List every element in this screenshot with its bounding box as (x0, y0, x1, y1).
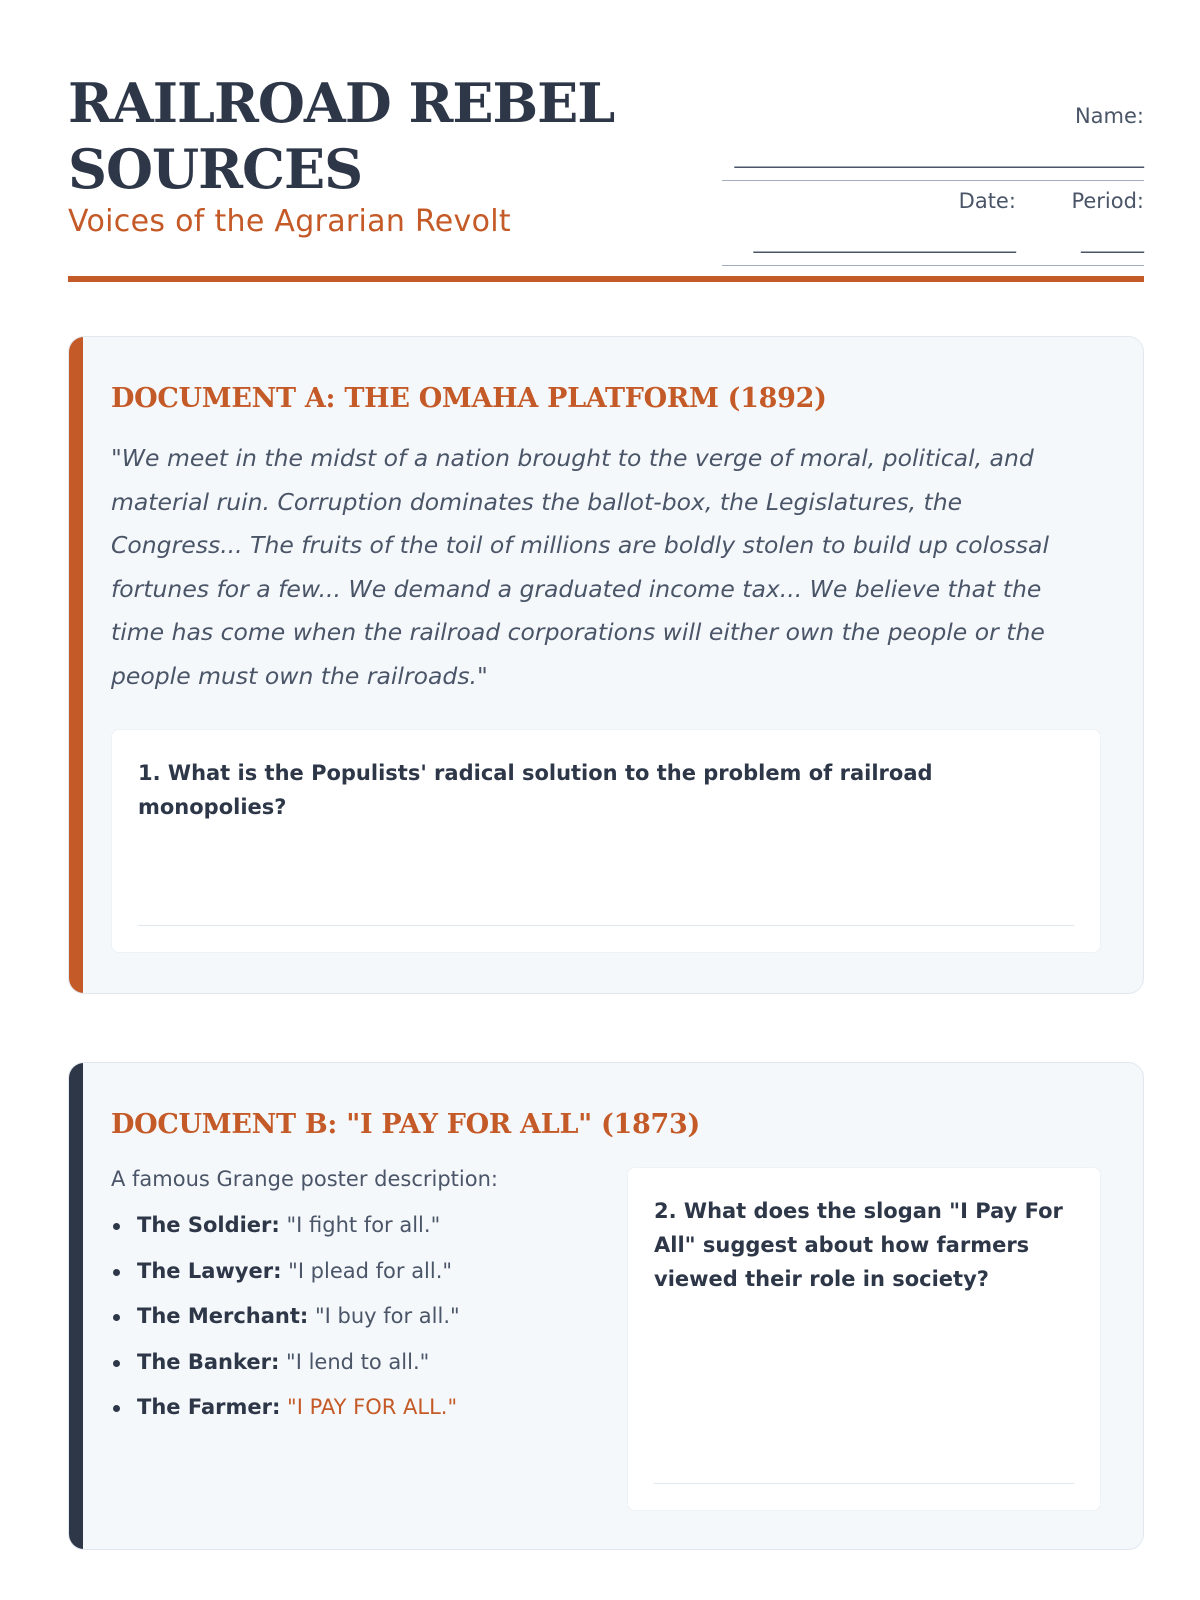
date-field[interactable]: Date: _________________________ (753, 189, 1016, 253)
worksheet-header (68, 66, 1144, 274)
list-item-role: The Soldier: (137, 1213, 280, 1237)
question-1-text: 1. What is the Populists' radical solution to the problem of railroad monopolies? (138, 761, 933, 819)
document-b-title: DOCUMENT B: "I PAY FOR ALL" (1873) (111, 1109, 700, 1140)
list-item-role: The Farmer: (137, 1395, 281, 1419)
name-field[interactable]: Name: _______________________________________ (722, 96, 1144, 181)
document-a-quote: "We meet in the midst of a nation brought to the verge of moral, political, and material ruin. Corruption dominates the ballot-box, the Legislatures, the Congress... The fruits of the toil of millions are boldly stolen to build up colossal fortunes for a few... We demand a graduated income tax... We believe that the time has come when the railroad corporations will either own the people or the people must own the railroads." (111, 444, 1049, 690)
list-item-quote: "I lend to all." (286, 1349, 430, 1374)
question-2-box (627, 1167, 1101, 1511)
list-item-quote: "I fight for all." (286, 1213, 441, 1237)
question-1-box (111, 729, 1101, 953)
page-title: RAILROAD REBEL SOURCES (68, 71, 615, 201)
list-item-role: The Lawyer: (137, 1258, 282, 1283)
poster-list (111, 1205, 611, 1433)
question-1-answer-line[interactable] (138, 925, 1074, 926)
student-info (722, 96, 1144, 266)
list-item (111, 1387, 611, 1433)
card-accent-stripe (69, 337, 83, 993)
list-item (111, 1251, 611, 1297)
list-item-quote-highlight: "I PAY FOR ALL." (287, 1395, 458, 1419)
document-a-card (68, 336, 1144, 994)
date-period-row (722, 181, 1144, 266)
list-item (111, 1205, 611, 1251)
page-subtitle: Voices of the Agrarian Revolt (68, 204, 511, 239)
list-item-role: The Merchant: (137, 1304, 309, 1328)
list-item-role: The Banker: (137, 1349, 280, 1374)
list-item (111, 1296, 611, 1342)
period-field[interactable]: Period: ______ (1071, 189, 1144, 253)
list-item-quote: "I buy for all." (314, 1304, 460, 1328)
header-divider (68, 276, 1144, 282)
list-item-quote: "I plead for all." (288, 1258, 453, 1283)
document-b-card (68, 1062, 1144, 1550)
list-item (111, 1342, 611, 1388)
document-b-intro: A famous Grange poster description: (111, 1167, 498, 1191)
card-accent-stripe (69, 1063, 83, 1549)
question-2-answer-line[interactable] (654, 1483, 1074, 1484)
document-a-title: DOCUMENT A: THE OMAHA PLATFORM (1892) (111, 383, 827, 414)
question-2-text: 2. What does the slogan "I Pay For All" suggest about how farmers viewed their role in society? (654, 1199, 1063, 1291)
